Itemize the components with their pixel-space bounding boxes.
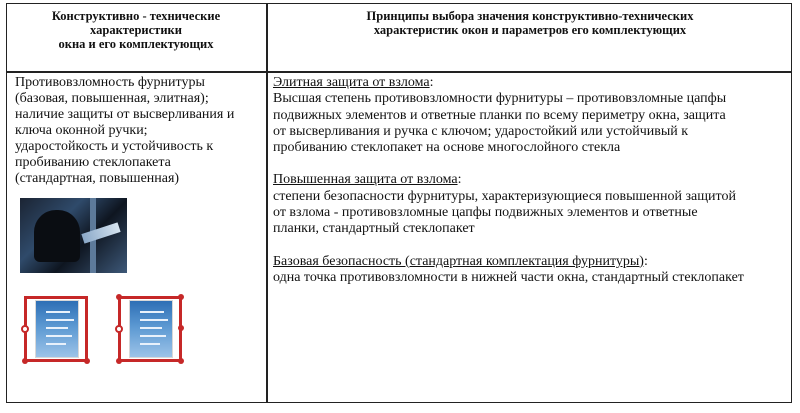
- header-right-line: характеристик окон и параметров его комплектующих: [373, 23, 687, 37]
- window-diagram-standard: [21, 293, 91, 365]
- burglar-photo: [20, 198, 127, 273]
- handle-icon: [115, 325, 123, 333]
- section-line: от взлома - противовзломные цапфы подвижных элементов и ответные: [273, 205, 698, 221]
- section-line: степени безопасности фурнитуры, характеризующиеся повышенной защитой: [273, 188, 736, 204]
- left-line: пробиванию стеклопакета: [15, 155, 171, 170]
- header-right: [275, 9, 785, 37]
- left-cell-text: [15, 75, 263, 187]
- column-divider: [266, 4, 268, 402]
- header-right-line: Принципы выбора значения конструктивно-технических: [366, 9, 694, 23]
- section-line: от высверливания и ручка с ключом; ударостойкий или устойчивый к: [273, 123, 689, 139]
- left-line: ударостойкость и устойчивость к: [15, 139, 214, 154]
- header-divider: [7, 71, 791, 73]
- section-line: планки, стандартный стеклопакет: [273, 221, 475, 237]
- header-left-line: Конструктивно - технические: [51, 9, 221, 23]
- left-line: наличие защиты от высверливания и: [15, 107, 235, 122]
- section-line: Высшая степень противовзломности фурнитуры – противовзломные цапфы: [273, 91, 727, 107]
- header-left: [11, 9, 261, 51]
- left-line: Противовзломность фурнитуры: [15, 75, 205, 90]
- left-line: ключа оконной ручки;: [15, 123, 148, 138]
- section-elite-title: Элитная защита от взлома:: [273, 75, 434, 90]
- section-basic-title: Базовая безопасность (стандартная комплектация фурнитуры):: [273, 253, 648, 269]
- left-line: (базовая, повышенная, элитная);: [15, 91, 209, 106]
- crowbar-glint: [81, 222, 120, 243]
- window-diagram-enhanced: [115, 293, 185, 365]
- handle-icon: [21, 325, 29, 333]
- left-line: (стандартная, повышенная): [15, 171, 180, 186]
- right-cell-text: [273, 75, 788, 286]
- burglar-silhouette: [34, 210, 80, 262]
- section-line: одна точка противовзломности в нижней части окна, стандартный стеклопакет: [273, 269, 744, 285]
- section-line: подвижных элементов и ответные планки по всему периметру окна, защита: [273, 107, 726, 123]
- section-enhanced-title: Повышенная защита от взлома:: [273, 172, 462, 188]
- header-left-line: окна и его комплектующих: [58, 37, 214, 51]
- characteristics-table: [6, 3, 792, 403]
- header-left-line: характеристики: [90, 23, 182, 37]
- section-line: пробиванию стеклопакет на основе многослойного стекла: [273, 140, 621, 156]
